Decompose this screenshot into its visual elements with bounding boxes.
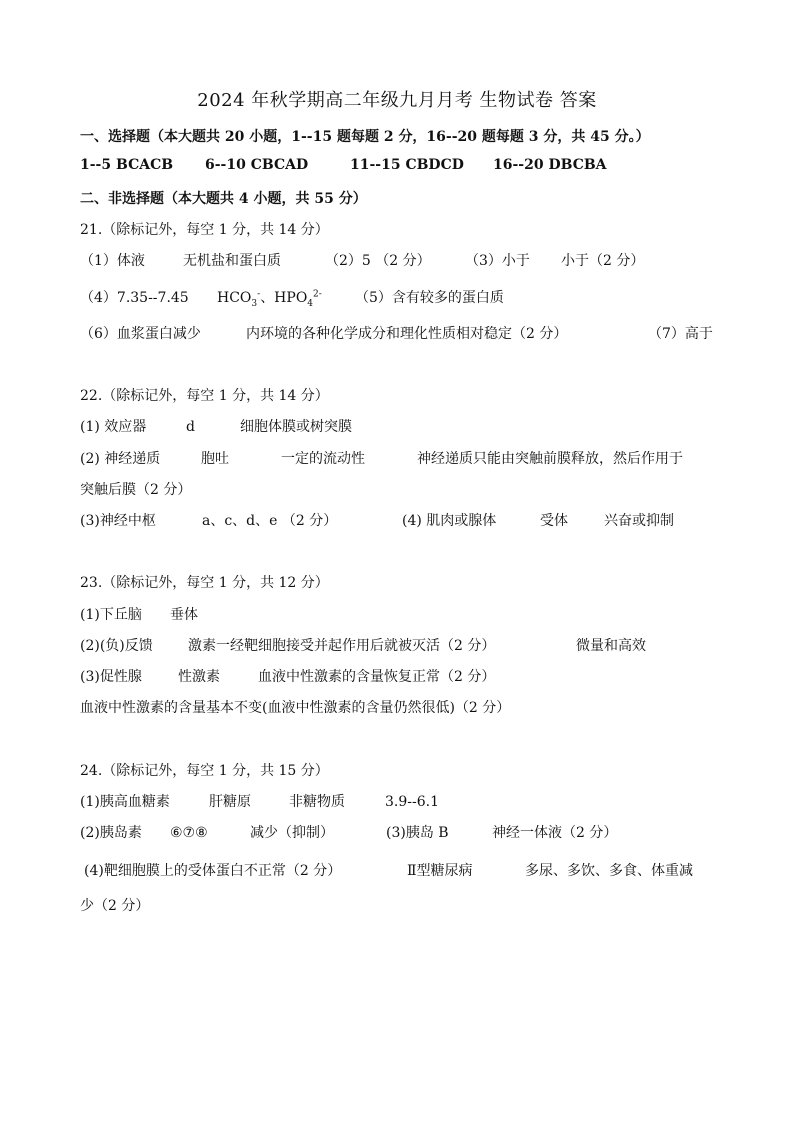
q22-ans-8: (3)神经中枢 xyxy=(80,513,156,529)
q22-ans-12: 兴奋或抑制 xyxy=(604,513,674,529)
q22-ans-1: (1) 效应器 xyxy=(80,419,147,435)
answer-group-2: 6--10 CBCAD xyxy=(205,157,309,173)
q21-ans-3: （2）5 （2 分） xyxy=(325,253,431,269)
q22-ans-2: d xyxy=(186,419,195,435)
answer-group-4: 16--20 DBCBA xyxy=(493,157,607,173)
page-title: 2024 年秋学期高二年级九月月考 生物试卷 答案 xyxy=(197,90,597,111)
q21-line3 xyxy=(80,323,713,343)
q24-header: 24.（除标记外，每空 1 分，共 15 分） xyxy=(80,763,329,779)
q24-ans-1: (1)胰高血糖素 xyxy=(80,794,170,810)
q23-ans-3: (2)(负)反馈 xyxy=(80,638,153,654)
q24-ans-8: (3)胰岛 B xyxy=(386,825,449,841)
q21-line2 xyxy=(80,287,504,309)
q24-ans-9: 神经一体液（2 分） xyxy=(492,825,618,841)
q23-line4: 血液中性激素的含量基本不变(血液中性激素的含量仍然很低)（2 分） xyxy=(80,700,511,716)
q23-ans-8: 血液中性激素的含量恢复正常（2 分） xyxy=(258,669,496,685)
q24-ans-4: 3.9--6.1 xyxy=(385,794,439,810)
q23-line1 xyxy=(80,604,198,624)
q21-line1 xyxy=(80,250,644,270)
q23-line3 xyxy=(80,666,495,686)
q21-ans-7: （7）高于 xyxy=(648,326,713,342)
q24-ans-12: 多尿、多饮、多食、体重减 xyxy=(525,863,693,879)
answer-group-1: 1--5 BCACB xyxy=(80,157,174,173)
q21-header: 21.（除标记外，每空 1 分，共 14 分） xyxy=(80,222,329,238)
q23-line2 xyxy=(80,635,646,655)
q21-ans-5: 小于（2 分） xyxy=(561,253,645,269)
q22-line1 xyxy=(80,416,352,436)
q22-ans-11: 受体 xyxy=(540,513,568,529)
q23-ans-5: 微量和高效 xyxy=(576,638,646,654)
q22-ans-7: 神经递质只能由突触前膜释放，然后作用于 xyxy=(417,451,683,467)
q23-ans-7: 性激素 xyxy=(178,669,220,685)
q23-ans-1: (1)下丘脑 xyxy=(80,607,142,623)
q22-ans-4: (2) 神经递质 xyxy=(80,451,161,467)
q24-ans-11: Ⅱ型糖尿病 xyxy=(407,863,473,879)
q23-header: 23.（除标记外，每空 1 分，共 12 分） xyxy=(80,575,329,591)
q24-ans-6: ⑥⑦⑧ xyxy=(170,825,208,841)
q21-ans-4: （3）小于 xyxy=(465,253,530,269)
section1-answers xyxy=(80,157,607,173)
q24-ans-5: (2)胰岛素 xyxy=(80,825,142,841)
q23-ans-4: 激素一经靶细胞接受并起作用后就被灭活（2 分） xyxy=(188,638,496,654)
q22-ans-6: 一定的流动性 xyxy=(281,451,365,467)
q24-line4: 少（2 分） xyxy=(80,898,150,914)
section1-heading: 一、选择题（本大题共 20 小题，1--15 题每题 2 分，16--20 题每题 3 分，共 45 分。） xyxy=(80,129,650,145)
q24-line1 xyxy=(80,791,439,811)
q22-ans-9: a、c、d、e （2 分） xyxy=(202,513,338,529)
section2-heading: 二、非选择题（本大题共 4 小题，共 55 分） xyxy=(80,191,367,207)
q22-line4 xyxy=(80,510,674,530)
q22-ans-10: (4) 肌肉或腺体 xyxy=(402,513,497,529)
q21-ans-buffer: $HCO_3^-$、$HPO_4^{2-}$ xyxy=(217,289,322,309)
q23-ans-2: 垂体 xyxy=(170,607,198,623)
q22-ans-5: 胞吐 xyxy=(201,451,229,467)
q21-ans-protein: （5）含有较多的蛋白质 xyxy=(355,290,504,306)
q22-header: 22.（除标记外，每空 1 分，共 14 分） xyxy=(80,388,329,404)
q21-ans-range: （4）7.35--7.45 xyxy=(80,290,189,306)
q22-line2 xyxy=(80,448,683,468)
q21-ans-6: （6）血浆蛋白减少 xyxy=(80,326,201,342)
q21-ans-2: 无机盐和蛋白质 xyxy=(183,253,281,269)
q22-ans-3: 细胞体膜或树突膜 xyxy=(240,419,352,435)
q21-ans-homeostasis: 内环境的各种化学成分和理化性质相对稳定（2 分） xyxy=(246,326,568,342)
q24-line3 xyxy=(84,860,693,880)
q24-ans-3: 非糖物质 xyxy=(289,794,345,810)
q24-ans-7: 减少（抑制） xyxy=(250,825,334,841)
q22-line3: 突触后膜（2 分） xyxy=(80,482,192,498)
q21-ans-1: （1）体液 xyxy=(80,253,145,269)
q24-ans-10: (4)靶细胞膜上的受体蛋白不正常（2 分） xyxy=(84,863,342,879)
answer-group-3: 11--15 CBDCD xyxy=(350,157,464,173)
q23-ans-6: (3)促性腺 xyxy=(80,669,142,685)
q24-ans-2: 肝糖原 xyxy=(209,794,251,810)
q24-line2 xyxy=(80,822,617,842)
